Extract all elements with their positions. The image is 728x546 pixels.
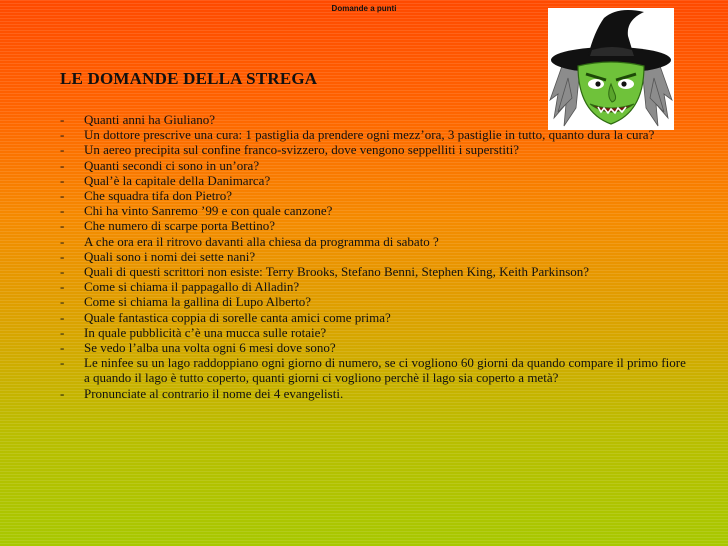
list-item	[60, 173, 692, 188]
list-item	[60, 158, 692, 173]
slide-header: Domande a punti	[331, 4, 397, 13]
bullet-dash: -	[60, 218, 65, 234]
list-item	[60, 340, 692, 355]
list-item	[60, 188, 692, 203]
bullet-dash: -	[60, 248, 65, 264]
list-item	[60, 279, 692, 294]
question-text: Che squadra tifa don Pietro?	[84, 188, 233, 204]
bullet-dash: -	[60, 157, 65, 173]
question-text: Come si chiama la gallina di Lupo Alberto?	[84, 294, 312, 310]
list-item	[60, 310, 692, 325]
question-text: Un dottore prescrive una cura: 1 pastiglia da prendere ogni mezz’ora, 3 pastiglie in tutto, quanto dura la cura?	[84, 127, 655, 143]
bullet-dash: -	[60, 203, 65, 219]
question-text: Chi ha vinto Sanremo ’99 e con quale canzone?	[84, 203, 333, 219]
list-item	[60, 234, 692, 249]
bullet-dash: -	[60, 233, 65, 249]
bullet-dash: -	[60, 309, 65, 325]
list-item	[60, 203, 692, 218]
bullet-dash: -	[60, 127, 65, 143]
bullet-dash: -	[60, 172, 65, 188]
page-title: LE DOMANDE DELLA STREGA	[60, 69, 318, 88]
question-text: In quale pubblicità c’è una mucca sulle rotaie?	[84, 324, 327, 340]
question-text: Quanti secondi ci sono in un’ora?	[84, 157, 260, 173]
question-text: Pronunciate al contrario il nome dei 4 evangelisti.	[84, 385, 344, 401]
list-item	[60, 355, 692, 385]
bullet-dash: -	[60, 112, 65, 127]
bullet-dash: -	[60, 264, 65, 280]
list-item	[60, 294, 692, 309]
question-text: Un aereo precipita sul confine franco-svizzero, dove vengono seppelliti i superstiti?	[84, 142, 519, 158]
list-item	[60, 386, 692, 401]
bullet-dash: -	[60, 340, 65, 356]
list-item	[60, 218, 692, 233]
list-item	[60, 249, 692, 264]
question-text: Quali di questi scrittori non esiste: Terry Brooks, Stefano Benni, Stephen King, Keith Parkinson?	[84, 264, 590, 280]
list-item	[60, 264, 692, 279]
question-text: Se vedo l’alba una volta ogni 6 mesi dove sono?	[84, 340, 336, 356]
question-text: Quale fantastica coppia di sorelle canta amici come prima?	[84, 309, 391, 325]
bullet-dash: -	[60, 188, 65, 204]
bullet-dash: -	[60, 279, 65, 295]
question-text: Qual’è la capitale della Danimarca?	[84, 172, 271, 188]
questions-list	[60, 112, 692, 401]
question-text: Come si chiama il pappagallo di Alladin?	[84, 279, 300, 295]
question-text: Quali sono i nomi dei sette nani?	[84, 248, 256, 264]
bullet-dash: -	[60, 142, 65, 158]
list-item	[60, 112, 692, 127]
bullet-dash: -	[60, 385, 65, 401]
question-text: A che ora era il ritrovo davanti alla chiesa da programma di sabato ?	[84, 233, 439, 249]
list-item	[60, 127, 692, 142]
bullet-dash: -	[60, 294, 65, 310]
bullet-dash: -	[60, 355, 65, 371]
question-text: Che numero di scarpe porta Bettino?	[84, 218, 275, 234]
list-item	[60, 142, 692, 157]
question-text: Le ninfee su un lago raddoppiano ogni giorno di numero, se ci vogliono 60 giorni da quando compare il primo fiore a quando il lago è tutto coperto, quanti giorni ci vogliono perchè il lago sia coperto a metà?	[84, 355, 686, 386]
question-text: Quanti anni ha Giuliano?	[84, 112, 216, 127]
bullet-dash: -	[60, 324, 65, 340]
list-item	[60, 325, 692, 340]
